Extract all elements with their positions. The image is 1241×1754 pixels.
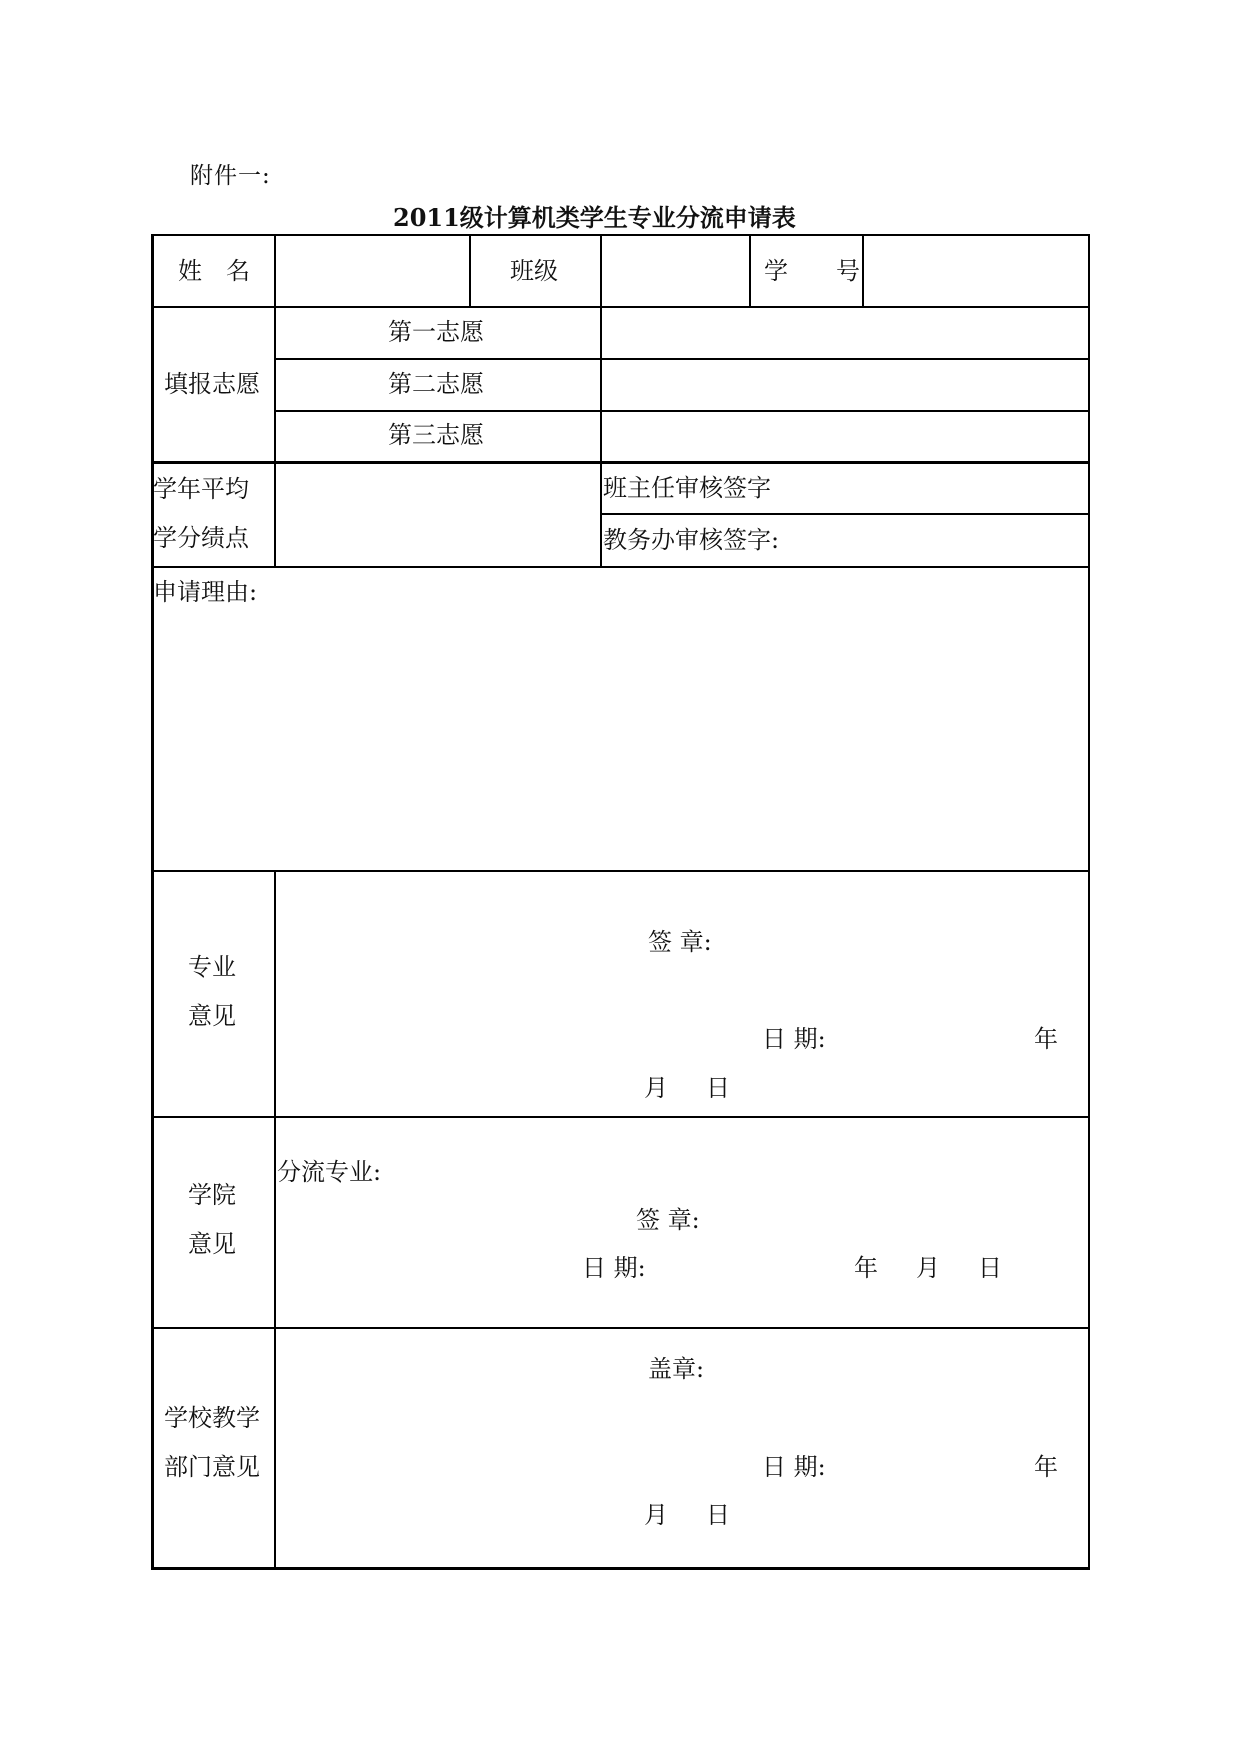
column-divider [749, 234, 751, 307]
row-divider [151, 566, 1090, 568]
major-date-month: 月 [644, 1074, 668, 1102]
college-sign-label: 签 章: [636, 1206, 700, 1234]
row-divider [151, 306, 1090, 308]
class-teacher-sign-label: 班主任审核签字 [603, 474, 771, 502]
attachment-label: 附件一: [190, 163, 271, 189]
third-choice-label: 第三志愿 [388, 421, 484, 449]
college-date-label: 日 期: [582, 1254, 646, 1282]
column-divider [600, 234, 602, 567]
column-divider [274, 234, 276, 567]
major-assigned-label: 分流专业: [277, 1158, 382, 1186]
school-seal-label: 盖章: [648, 1355, 705, 1383]
major-sign-label: 签 章: [648, 928, 712, 956]
major-date-label: 日 期: [762, 1025, 826, 1053]
school-date-year: 年 [1034, 1453, 1058, 1481]
reason-field[interactable] [154, 608, 1087, 868]
school-date-month: 月 [644, 1501, 668, 1529]
column-divider [469, 234, 471, 307]
document-title: 2011级计算机类学生专业分流申请表 [393, 203, 796, 232]
choices-label: 填报志愿 [164, 370, 260, 398]
third-choice-field[interactable] [603, 413, 1087, 460]
gpa-field[interactable] [277, 465, 599, 565]
gpa-label-line1: 学年平均 [153, 475, 249, 503]
school-opinion-label-line2: 部门意见 [164, 1453, 260, 1481]
second-choice-field[interactable] [603, 361, 1087, 409]
college-date-month: 月 [916, 1254, 940, 1282]
row-divider [151, 870, 1090, 872]
table-border-top [151, 234, 1090, 236]
name-field[interactable] [277, 237, 468, 305]
student-id-field[interactable] [865, 237, 1087, 305]
row-divider [151, 1116, 1090, 1118]
table-border-right [1088, 234, 1090, 1570]
row-divider [601, 513, 1090, 515]
school-date-label: 日 期: [762, 1453, 826, 1481]
row-divider [275, 358, 1090, 360]
row-divider [151, 461, 1090, 464]
school-opinion-label-line1: 学校教学 [164, 1404, 260, 1432]
table-border-left [151, 234, 154, 1570]
major-opinion-label-line2: 意见 [188, 1002, 236, 1030]
college-date-year: 年 [854, 1254, 878, 1282]
college-opinion-label-line1: 学院 [188, 1181, 236, 1209]
college-date-day: 日 [978, 1254, 1002, 1282]
class-field[interactable] [603, 237, 748, 305]
class-label: 班级 [510, 257, 558, 285]
major-date-day: 日 [706, 1074, 730, 1102]
reason-label: 申请理由: [153, 578, 258, 606]
academic-office-sign-label: 教务办审核签字: [603, 526, 780, 554]
major-date-year: 年 [1034, 1025, 1058, 1053]
column-divider [274, 870, 276, 1569]
table-border-bottom [151, 1567, 1090, 1570]
second-choice-label: 第二志愿 [388, 370, 484, 398]
name-label: 姓 名 [178, 257, 250, 285]
school-date-day: 日 [706, 1501, 730, 1529]
row-divider [275, 410, 1090, 412]
gpa-label-line2: 学分绩点 [153, 524, 249, 552]
first-choice-label: 第一志愿 [388, 318, 484, 346]
college-opinion-label-line2: 意见 [188, 1230, 236, 1258]
row-divider [151, 1327, 1090, 1329]
student-id-label: 学 号 [764, 257, 860, 285]
major-opinion-label-line1: 专业 [188, 953, 236, 981]
first-choice-field[interactable] [603, 309, 1087, 357]
column-divider [862, 234, 864, 307]
